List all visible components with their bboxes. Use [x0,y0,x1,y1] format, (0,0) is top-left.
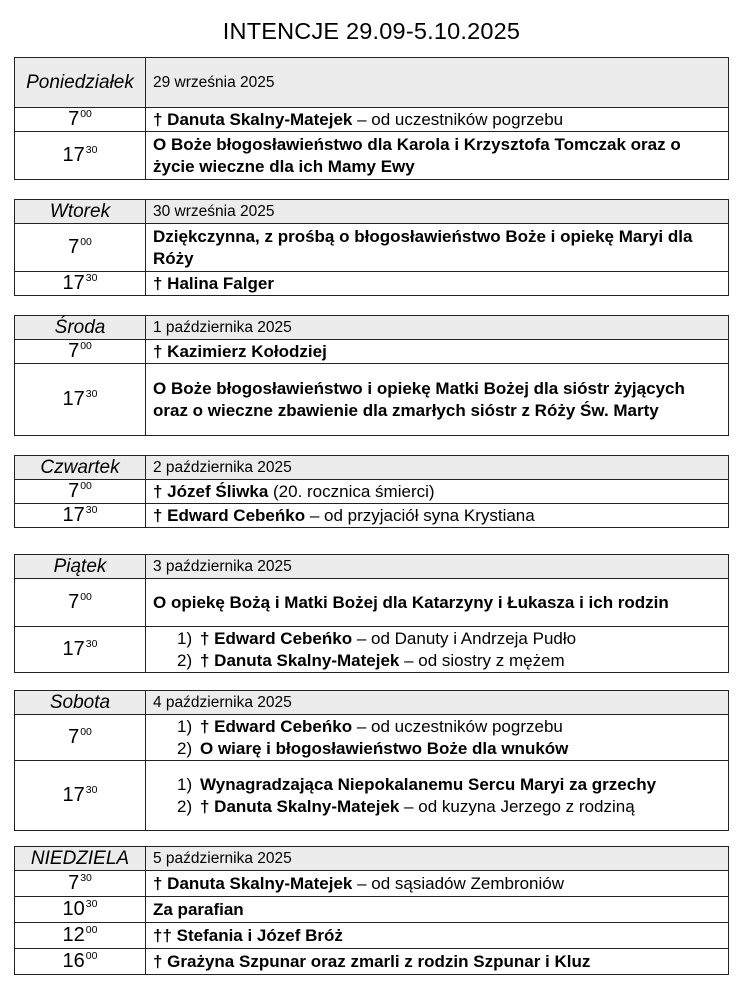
mass-time-minutes: 00 [80,480,92,492]
intention-name: † Grażyna Szpunar oraz zmarli z rodzin Szpunar i Kluz [153,952,591,971]
day-header-row [15,691,729,715]
intention-name: † Kazimierz Kołodziej [153,342,327,361]
mass-row [15,715,729,761]
intention-list [153,774,722,818]
intention-name: O Boże błogosławieństwo dla Karola i Krzysztofa Tomczak oraz o życie wieczne dla ich Mamy Ewy [153,135,681,176]
mass-time-hour: 17 [62,504,85,526]
mass-row [15,132,729,180]
day-header-row [15,200,729,224]
mass-time-minutes: 00 [80,591,92,603]
day-header-row [15,316,729,340]
mass-time [15,579,146,627]
intention-line [153,592,722,614]
intention-note: – od przyjaciół syna Krystiana [305,506,535,525]
day-header-row [15,58,729,108]
mass-time [15,364,146,436]
intention-list [153,716,722,760]
mass-time-hour: 7 [68,872,80,894]
intention-name: † Danuta Skalny-Matejek [200,797,400,816]
mass-row [15,871,729,897]
intention-item [153,774,722,796]
day-header-row [15,456,729,480]
mass-time-minutes: 30 [85,144,98,156]
day-date: 4 października 2025 [146,691,729,715]
mass-row [15,364,729,436]
mass-time [15,108,146,132]
mass-row [15,579,729,627]
mass-time [15,715,146,761]
mass-row [15,272,729,296]
intention-line [153,378,722,422]
mass-intention [146,272,729,296]
day-table [14,554,729,673]
mass-time-minutes: 30 [85,388,98,400]
mass-row [15,923,729,949]
mass-time-minutes: 30 [85,638,98,650]
mass-intention [146,224,729,272]
day-header-row [15,555,729,579]
intention-name: Za parafian [153,900,244,919]
day-table [14,57,729,180]
day-table [14,690,729,831]
intention-number: 2) [177,739,193,758]
mass-time-hour: 17 [62,784,85,806]
day-name: Poniedziałek [15,58,146,108]
intention-item [153,796,722,818]
day-table [14,315,729,436]
mass-time [15,923,146,949]
mass-intention [146,108,729,132]
intention-line [153,226,722,270]
day-name: Czwartek [15,456,146,480]
mass-time-hour: 17 [62,144,85,166]
intention-list [153,628,722,672]
mass-intention [146,579,729,627]
intention-item [153,738,722,760]
mass-row [15,897,729,923]
intention-line [153,899,722,921]
intention-note: – od uczestników pogrzebu [352,110,564,129]
day-table [14,199,729,296]
intention-line [153,134,722,178]
day-date: 1 października 2025 [146,316,729,340]
mass-time-minutes: 00 [80,236,92,248]
mass-time-minutes: 30 [85,784,98,796]
day-date: 30 września 2025 [146,200,729,224]
mass-intention [146,897,729,923]
intention-name: O wiarę i błogosławieństwo Boże dla wnuków [200,739,569,758]
mass-time-hour: 12 [62,924,85,946]
intention-name: †† Stefania i Józef Bróż [153,926,343,945]
intention-line [153,341,722,363]
intention-name: O Boże błogosławieństwo i opiekę Matki Bożej dla sióstr żyjących oraz o wieczne zbawienie dla zmarłych sióstr z Róży Św. Marty [153,379,685,420]
intention-line [153,925,722,947]
intention-line [153,481,722,503]
day-name: Piątek [15,555,146,579]
intention-name: † Danuta Skalny-Matejek [200,651,400,670]
mass-intention [146,504,729,528]
intention-note: (20. rocznica śmierci) [268,482,435,501]
intention-number: 2) [177,651,193,670]
mass-intention [146,715,729,761]
mass-row [15,761,729,831]
mass-time-hour: 16 [62,950,85,972]
mass-time-minutes: 30 [85,504,98,516]
day-date: 3 października 2025 [146,555,729,579]
day-date: 2 października 2025 [146,456,729,480]
intention-line [153,505,722,527]
mass-time [15,224,146,272]
mass-row [15,340,729,364]
mass-time [15,627,146,673]
intention-number: 1) [177,717,193,736]
mass-time [15,949,146,975]
intention-name: † Józef Śliwka [153,482,269,501]
mass-time-hour: 7 [68,480,80,502]
intention-note: – od kuzyna Jerzego z rodziną [399,797,635,816]
mass-time-hour: 7 [68,108,80,130]
mass-time [15,480,146,504]
day-table [14,846,729,975]
mass-time [15,272,146,296]
intention-number: 2) [177,797,193,816]
mass-time [15,871,146,897]
mass-intention [146,761,729,831]
mass-time-minutes: 30 [85,898,98,910]
mass-time-hour: 7 [68,726,80,748]
mass-row [15,224,729,272]
intention-line [153,109,722,131]
mass-time-hour: 17 [62,272,85,294]
mass-row [15,949,729,975]
mass-row [15,627,729,673]
day-header-row [15,847,729,871]
mass-time-hour: 17 [62,388,85,410]
intention-item [153,650,722,672]
mass-intention [146,923,729,949]
mass-intention [146,949,729,975]
mass-time-minutes: 00 [80,108,92,120]
intention-line [153,951,722,973]
mass-time-minutes: 30 [85,272,98,284]
mass-time-minutes: 00 [85,950,98,962]
mass-time-hour: 10 [62,898,85,920]
intention-name: Dziękczynna, z prośbą o błogosławieństwo Boże i opiekę Maryi dla Róży [153,227,693,268]
intention-name: † Edward Cebeńko [200,717,353,736]
mass-intention [146,132,729,180]
day-name: Sobota [15,691,146,715]
intention-item [153,628,722,650]
mass-intention [146,871,729,897]
intention-note: – od siostry z mężem [399,651,565,670]
day-name: NIEDZIELA [15,847,146,871]
mass-time-hour: 7 [68,340,80,362]
intention-name: O opiekę Bożą i Matki Bożej dla Katarzyny i Łukasza i ich rodzin [153,593,669,612]
mass-time-minutes: 30 [80,872,92,884]
mass-time-hour: 7 [68,236,80,258]
mass-intention [146,480,729,504]
intention-line [153,873,722,895]
mass-time [15,897,146,923]
intention-line [153,273,722,295]
mass-intention [146,627,729,673]
intention-name: Wynagradzająca Niepokalanemu Sercu Maryi za grzechy [200,775,657,794]
intention-note: – od Danuty i Andrzeja Pudło [352,629,577,648]
day-name: Wtorek [15,200,146,224]
mass-time-minutes: 00 [80,340,92,352]
day-date: 29 września 2025 [146,58,729,108]
mass-row [15,480,729,504]
intention-note: – od sąsiadów Zembroniów [352,874,565,893]
page-title: INTENCJE 29.09-5.10.2025 [222,18,521,44]
mass-time-minutes: 00 [85,924,98,936]
mass-time-hour: 17 [62,638,85,660]
mass-row [15,108,729,132]
day-table [14,455,729,528]
intention-name: † Halina Falger [153,274,274,293]
mass-time-hour: 7 [68,591,80,613]
mass-time-minutes: 00 [80,726,92,738]
intention-item [153,716,722,738]
mass-intention [146,340,729,364]
intention-name: † Edward Cebeńko [153,506,306,525]
intention-name: † Danuta Skalny-Matejek [153,874,353,893]
intention-name: † Danuta Skalny-Matejek [153,110,353,129]
mass-intention [146,364,729,436]
mass-time [15,132,146,180]
day-name: Środa [15,316,146,340]
intention-name: † Edward Cebeńko [200,629,353,648]
intention-number: 1) [177,775,193,794]
mass-row [15,504,729,528]
mass-time [15,340,146,364]
mass-time [15,504,146,528]
mass-time [15,761,146,831]
intention-note: – od uczestników pogrzebu [352,717,563,736]
day-date: 5 października 2025 [146,847,729,871]
intention-number: 1) [177,629,193,648]
